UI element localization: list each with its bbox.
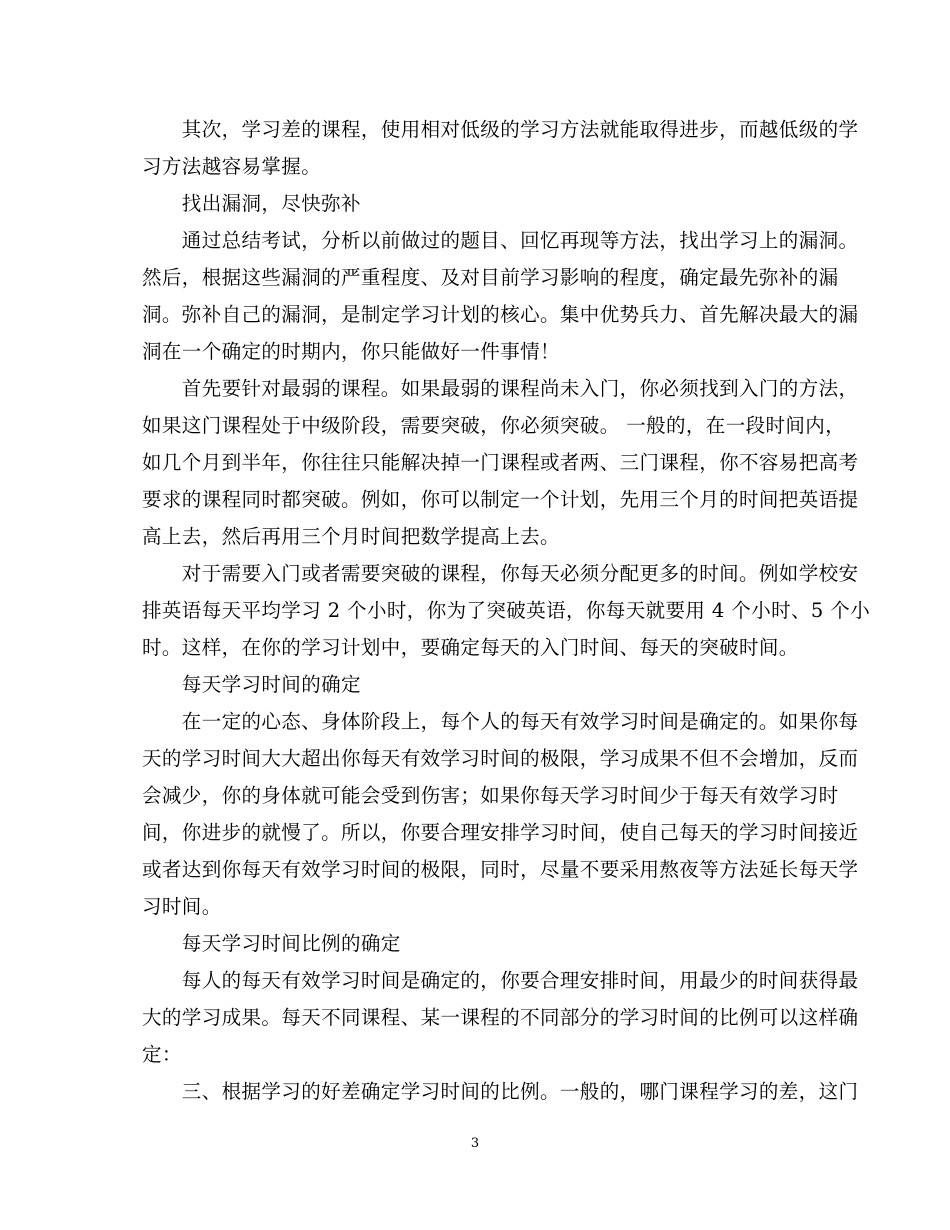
text-line: 洞在一个确定的时期内，你只能做好一件事情！ (142, 340, 560, 363)
text-line: 其次，学习差的课程，使用相对低级的学习方法就能取得进步，而越低级的学 (142, 118, 859, 141)
text-line: 然后，根据这些漏洞的严重程度、及对目前学习影响的程度，确定最先弥补的漏 (142, 266, 839, 289)
text-line: 要求的课程同时都突破。例如，你可以制定一个计划，先用三个月的时间把英语提 (142, 488, 859, 511)
text-line: 排英语每天平均学习 2 个小时，你为了突破英语，你每天就要用 4 个小时、5 个小 (142, 599, 871, 622)
text-line: 如果这门课程处于中级阶段，需要突破，你必须突破。 一般的，在一段时间内， (142, 414, 846, 437)
text-line: 习时间。 (142, 895, 222, 918)
text-line: 高上去，然后再用三个月时间把数学提高上去。 (142, 525, 560, 548)
text-line: 首先要针对最弱的课程。如果最弱的课程尚未入门，你必须找到入门的方法， (142, 377, 859, 400)
text-line: 定： (142, 1043, 182, 1066)
text-line: 每人的每天有效学习时间是确定的，你要合理安排时间，用最少的时间获得最 (142, 969, 859, 992)
text-line: 如几个月到半年，你往往只能解决掉一门课程或者两、三门课程，你不容易把高考 (142, 451, 859, 474)
page-number: 3 (470, 1136, 480, 1151)
text-line: 天的学习时间大大超出你每天有效学习时间的极限，学习成果不但不会增加，反而 (142, 747, 859, 770)
text-line: 时。这样，在你的学习计划中，要确定每天的入门时间、每天的突破时间。 (142, 636, 799, 659)
section-heading: 找出漏洞，尽快弥补 (142, 192, 361, 215)
section-heading: 每天学习时间比例的确定 (142, 932, 401, 955)
text-line: 三、根据学习的好差确定学习时间的比例。一般的，哪门课程学习的差，这门 (142, 1080, 859, 1103)
text-line: 大的学习成果。每天不同课程、某一课程的不同部分的学习时间的比例可以这样确 (142, 1006, 859, 1029)
text-line: 通过总结考试，分析以前做过的题目、回忆再现等方法，找出学习上的漏洞。 (142, 229, 859, 252)
text-line: 或者达到你每天有效学习时间的极限，同时，尽量不要采用熬夜等方法延长每天学 (142, 858, 859, 881)
text-line: 在一定的心态、身体阶段上，每个人的每天有效学习时间是确定的。如果你每 (142, 710, 859, 733)
text-line: 对于需要入门或者需要突破的课程，你每天必须分配更多的时间。例如学校安 (142, 562, 859, 585)
section-heading: 每天学习时间的确定 (142, 673, 361, 696)
text-line: 洞。弥补自己的漏洞，是制定学习计划的核心。集中优势兵力、首先解决最大的漏 (142, 303, 859, 326)
text-line: 会减少，你的身体就可能会受到伤害；如果你每天学习时间少于每天有效学习时 (142, 784, 839, 807)
text-line: 习方法越容易掌握。 (142, 155, 322, 178)
text-line: 间，你进步的就慢了。所以，你要合理安排学习时间，使自己每天的学习时间接近 (142, 821, 859, 844)
